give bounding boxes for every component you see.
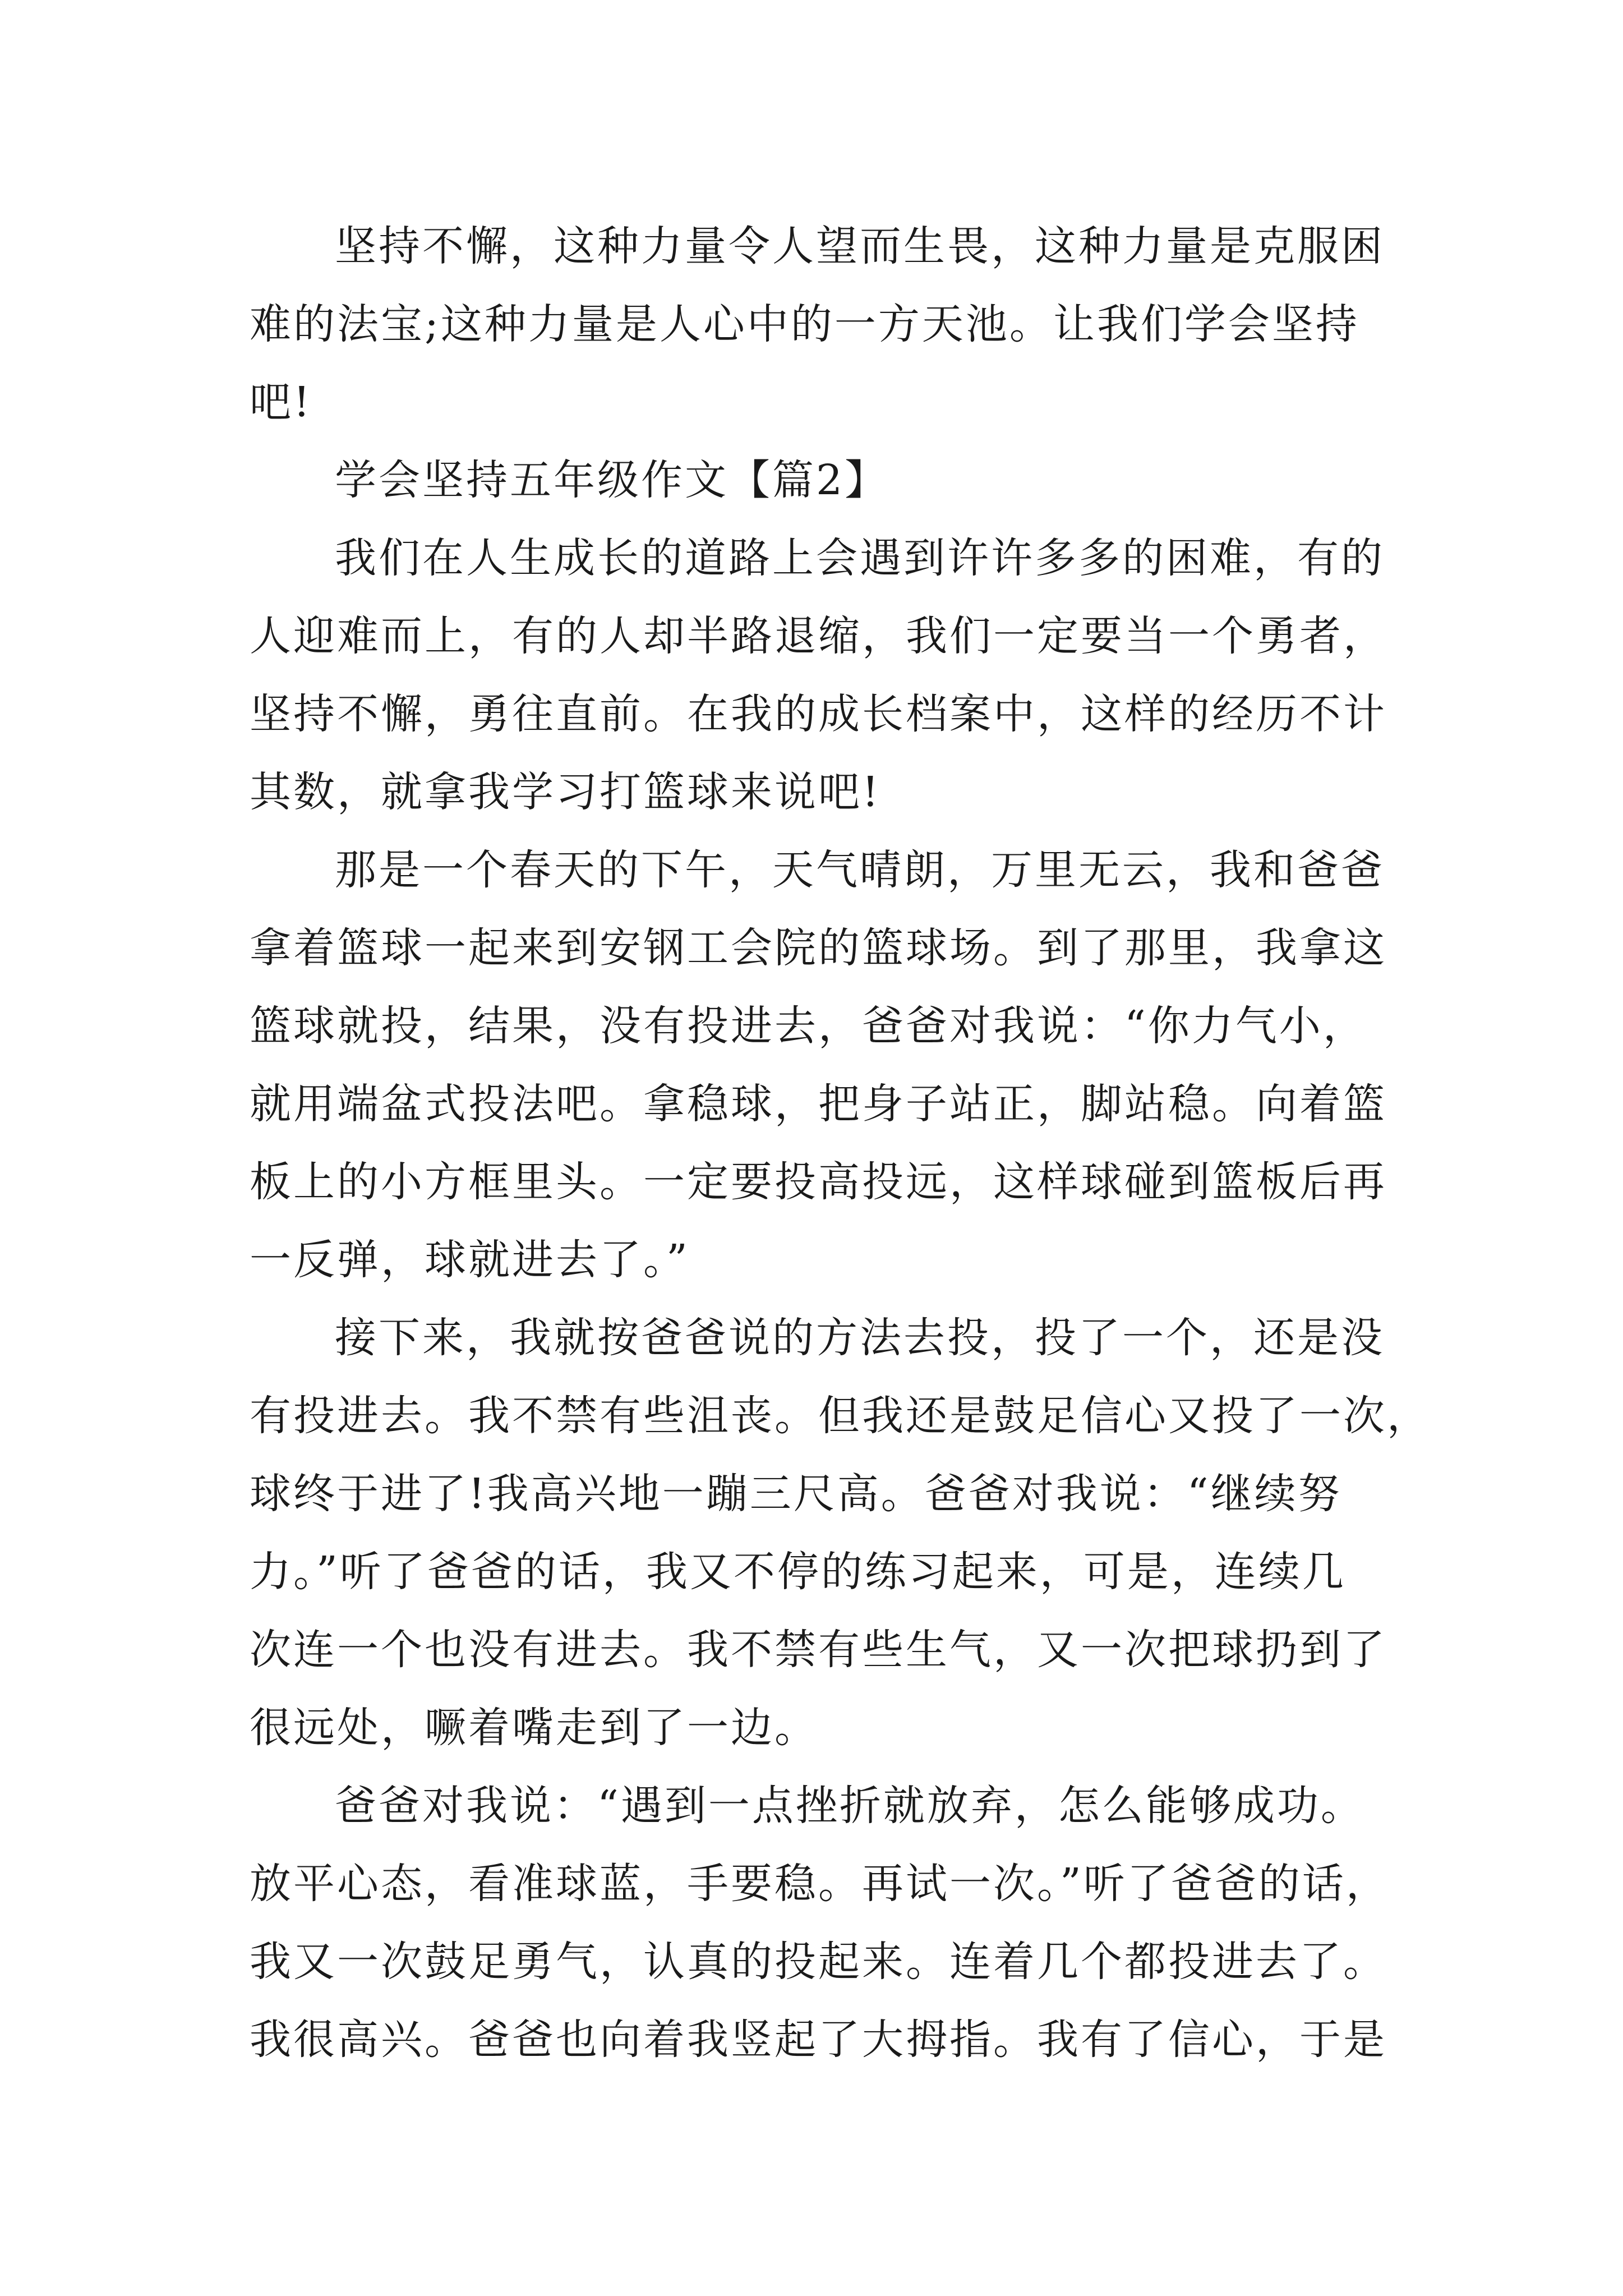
section-heading: 学会坚持五年级作文【篇2】 — [335, 456, 889, 504]
paragraph-2-line-4: 其数，就拿我学习打篮球来说吧! — [250, 768, 881, 816]
paragraph-3-line-2: 拿着篮球一起来到安钢工会院的篮球场。到了那里，我拿这 — [250, 924, 1387, 972]
paragraph-4-line-2: 有投进去。我不禁有些沮丧。但我还是鼓足信心又投了一次， — [250, 1392, 1431, 1440]
paragraph-5-line-2: 放平心态，看准球蓝，手要稳。再试一次。”听了爸爸的话， — [250, 1860, 1390, 1908]
paragraph-1-line-1: 坚持不懈，这种力量令人望而生畏，这种力量是克服困 — [335, 222, 1385, 270]
paragraph-5-line-1: 爸爸对我说：“遇到一点挫折就放弃，怎么能够成功。 — [335, 1782, 1364, 1830]
paragraph-2-line-3: 坚持不懈，勇往直前。在我的成长档案中，这样的经历不计 — [250, 690, 1387, 738]
paragraph-3-line-3: 篮球就投，结果，没有投进去，爸爸对我说：“你力气小， — [250, 1002, 1367, 1050]
paragraph-5-line-3: 我又一次鼓足勇气，认真的投起来。连着几个都投进去了。 — [250, 1938, 1387, 1986]
paragraph-3-line-6: 一反弹，球就进去了。” — [250, 1236, 690, 1284]
paragraph-4-line-3: 球终于进了!我高兴地一蹦三尺高。爸爸对我说：“继续努 — [250, 1470, 1342, 1518]
paragraph-4-line-1: 接下来，我就按爸爸说的方法去投，投了一个，还是没 — [335, 1314, 1385, 1362]
paragraph-1-line-3: 吧! — [250, 378, 312, 426]
paragraph-2-line-2: 人迎难而上，有的人却半路退缩，我们一定要当一个勇者， — [250, 612, 1387, 660]
paragraph-4-line-5: 次连一个也没有进去。我不禁有些生气，又一次把球扔到了 — [250, 1626, 1387, 1674]
paragraph-3-line-5: 板上的小方框里头。一定要投高投远，这样球碰到篮板后再 — [250, 1158, 1387, 1206]
paragraph-2-line-1: 我们在人生成长的道路上会遇到许许多多的困难，有的 — [335, 534, 1385, 582]
paragraph-5-line-4: 我很高兴。爸爸也向着我竖起了大拇指。我有了信心，于是 — [250, 2016, 1387, 2064]
paragraph-3-line-4: 就用端盆式投法吧。拿稳球，把身子站正，脚站稳。向着篮 — [250, 1080, 1387, 1128]
paragraph-1-line-2: 难的法宝;这种力量是人心中的一方天池。让我们学会坚持 — [250, 300, 1359, 348]
paragraph-4-line-6: 很远处，噘着嘴走到了一边。 — [250, 1704, 818, 1752]
paragraph-4-line-4: 力。”听了爸爸的话，我又不停的练习起来，可是，连续几 — [250, 1548, 1346, 1596]
paragraph-3-line-1: 那是一个春天的下午，天气晴朗，万里无云，我和爸爸 — [335, 846, 1385, 894]
